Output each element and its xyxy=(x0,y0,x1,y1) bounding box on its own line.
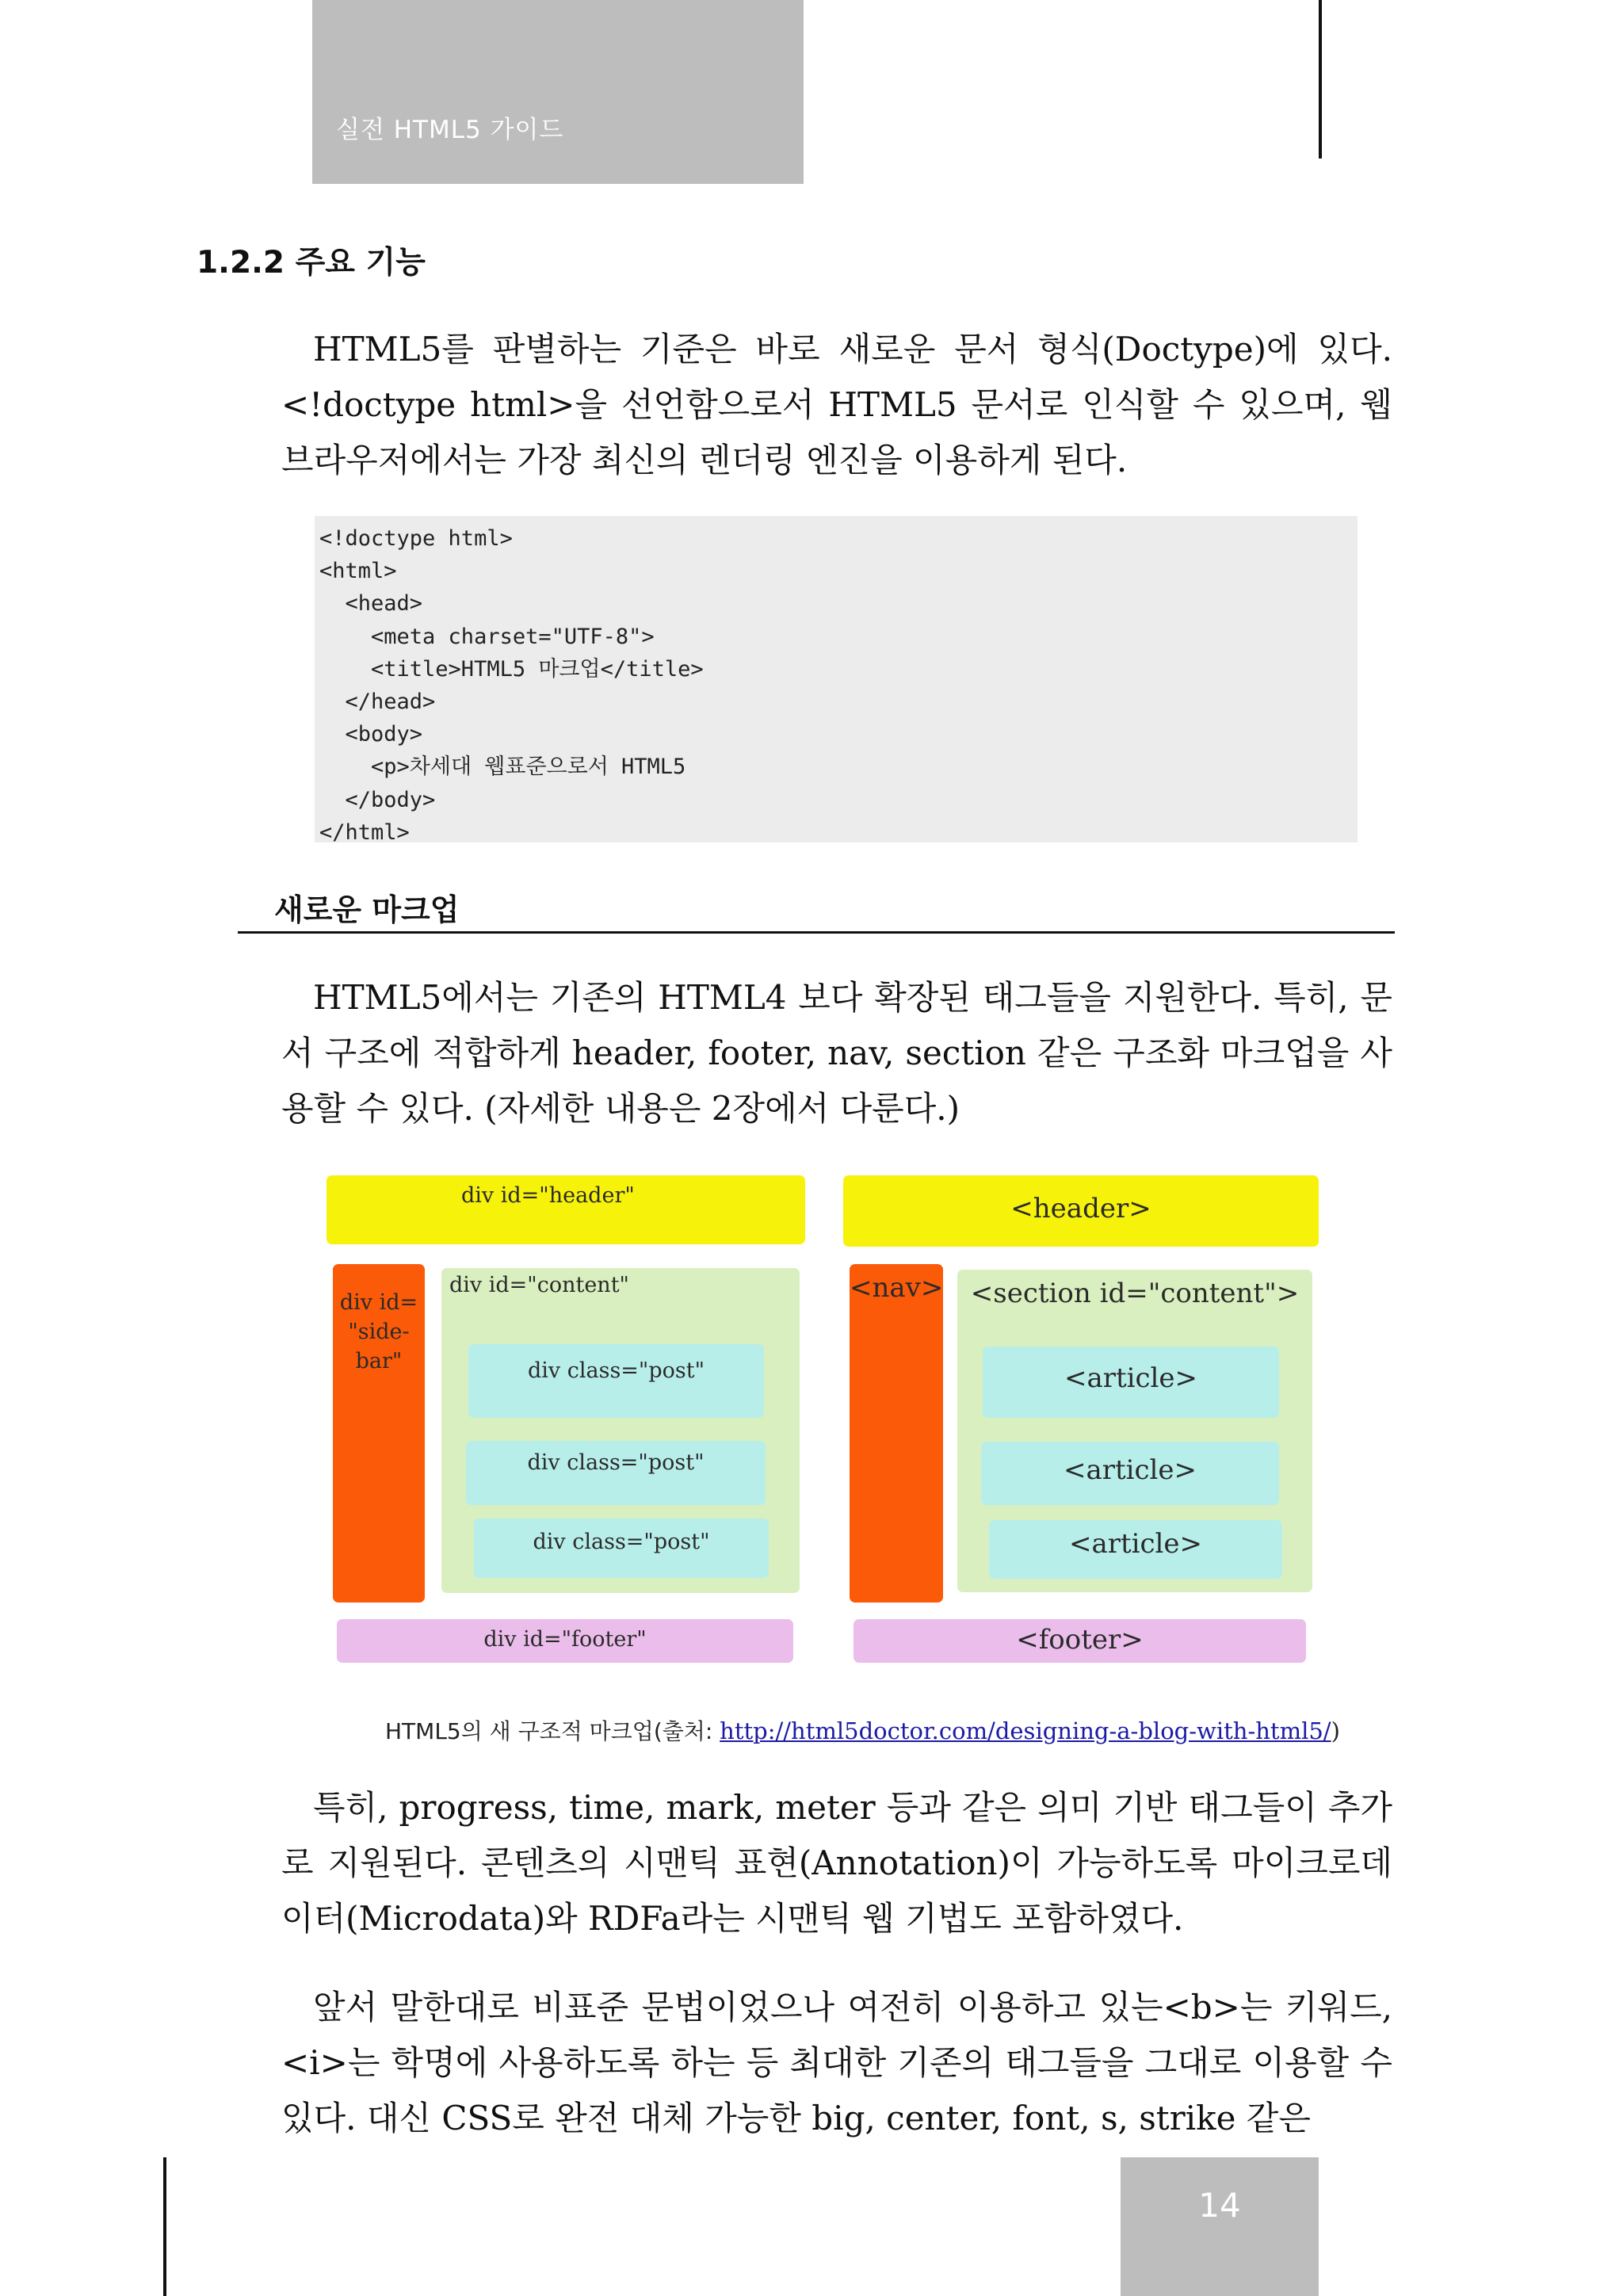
subheading: 새로운 마크업 xyxy=(274,892,460,927)
code-listing xyxy=(319,522,704,849)
code-line: </head> xyxy=(319,690,436,715)
diagram-left-content-label: div id="content" xyxy=(449,1273,629,1297)
code-line: <title>HTML5 마크업</title> xyxy=(319,656,704,682)
diagram-left-header-label: div id="header" xyxy=(461,1183,635,1208)
diagram-left-footer-label: div id="footer" xyxy=(483,1627,647,1652)
footer-divider-line xyxy=(163,2157,166,2296)
code-line: <head> xyxy=(319,591,423,617)
code-block xyxy=(315,516,1358,845)
diagram-right-article-label: <article> xyxy=(1068,1528,1203,1560)
diagram-right-nav-box xyxy=(850,1264,943,1603)
diagram-right-header-box xyxy=(843,1175,1319,1247)
diagram-left-sidebar-box xyxy=(333,1264,425,1603)
caption-source-link[interactable]: http://html5doctor.com/designing-a-blog-with-html5/ xyxy=(720,1717,1331,1744)
code-line: <html> xyxy=(319,559,397,584)
paragraph-structural-tags: HTML5에서는 기존의 HTML4 보다 확장된 태그들을 지원한다. 특히, 문서 구조에 적합하게 header, footer, nav, section 같은 구조화 마크업을 사용할 수 있다. (자세한 내용은 2장에서 다룬다.) xyxy=(281,978,1392,1128)
caption-prefix: HTML5의 새 구조적 마크업(출처: xyxy=(385,1718,720,1744)
running-header xyxy=(312,0,804,184)
code-line: <meta charset="UTF-8"> xyxy=(319,624,655,649)
diagram-right-header-label: <header> xyxy=(1010,1193,1151,1224)
diagram-right-article-label: <article> xyxy=(1064,1362,1198,1394)
code-line: <body> xyxy=(319,722,423,747)
page-number: 14 xyxy=(1198,2186,1241,2225)
running-header-title: 실전 HTML5 가이드 xyxy=(336,116,564,144)
code-line: <!doctype html> xyxy=(319,526,513,551)
diagram-left-post-box xyxy=(466,1441,766,1505)
header-divider-line xyxy=(1319,0,1322,159)
section-title: 1.2.2 주요 기능 xyxy=(197,245,426,281)
diagram-right-footer-box xyxy=(854,1619,1306,1663)
diagram-right-article-box xyxy=(981,1442,1279,1505)
figure-caption xyxy=(385,1714,1340,1746)
diagram-right-nav-label: <nav> xyxy=(850,1272,944,1304)
paragraph-legacy-tags: 앞서 말한대로 비표준 문법이었으나 여전히 이용하고 있는<b>는 키워드,<i>는 학명에 사용하도록 하는 등 최대한 기존의 태그들을 그대로 이용할 수 있다. 대신 CSS로 완전 대체 가능한 big, center, font, s, strike 같은 xyxy=(281,1988,1392,2137)
paragraph-doctype: HTML5를 판별하는 기준은 바로 새로운 문서 형식(Doctype)에 있다. <!doctype html>을 선언함으로서 HTML5 문서로 인식할 수 있으며, 웹 브라우저에서는 가장 최신의 렌더링 엔진을 이용하게 된다. xyxy=(281,330,1392,479)
diagram-right-article-label: <article> xyxy=(1063,1454,1197,1486)
diagram-left-post-label: div class="post" xyxy=(527,1358,705,1383)
diagram-left-footer-box xyxy=(337,1619,793,1663)
diagram-left-post-label: div class="post" xyxy=(527,1450,705,1475)
page-number-block xyxy=(1121,2157,1319,2296)
diagram-left-post-box xyxy=(468,1344,764,1418)
diagram-left-post-box xyxy=(474,1519,769,1578)
diagram-left-post-label: div class="post" xyxy=(533,1530,710,1554)
subheading-rule xyxy=(238,931,1395,934)
code-line: <p>차세대 웹표준으로서 HTML5 xyxy=(319,755,686,780)
code-line: </body> xyxy=(319,787,436,812)
diagram-left-sidebar-label: div id= "side- bar" xyxy=(339,1290,418,1373)
diagram-right-article-box xyxy=(989,1520,1282,1579)
diagram-right-article-box xyxy=(983,1347,1279,1418)
diagram-right-section-label: <section id="content"> xyxy=(970,1278,1300,1309)
paragraph-semantic-tags: 특히, progress, time, mark, meter 등과 같은 의미 기반 태그들이 추가로 지원된다. 콘텐츠의 시맨틱 표현(Annotation)이 가능하도록 마이크로데이터(Microdata)와 RDFa라는 시맨틱 웹 기법도 포함하였다. xyxy=(281,1788,1392,1938)
code-line: </html> xyxy=(319,819,410,845)
caption-suffix: ) xyxy=(1331,1717,1340,1744)
diagram-left-header-box xyxy=(327,1175,805,1244)
diagram-right-footer-label: <footer> xyxy=(1016,1624,1144,1656)
